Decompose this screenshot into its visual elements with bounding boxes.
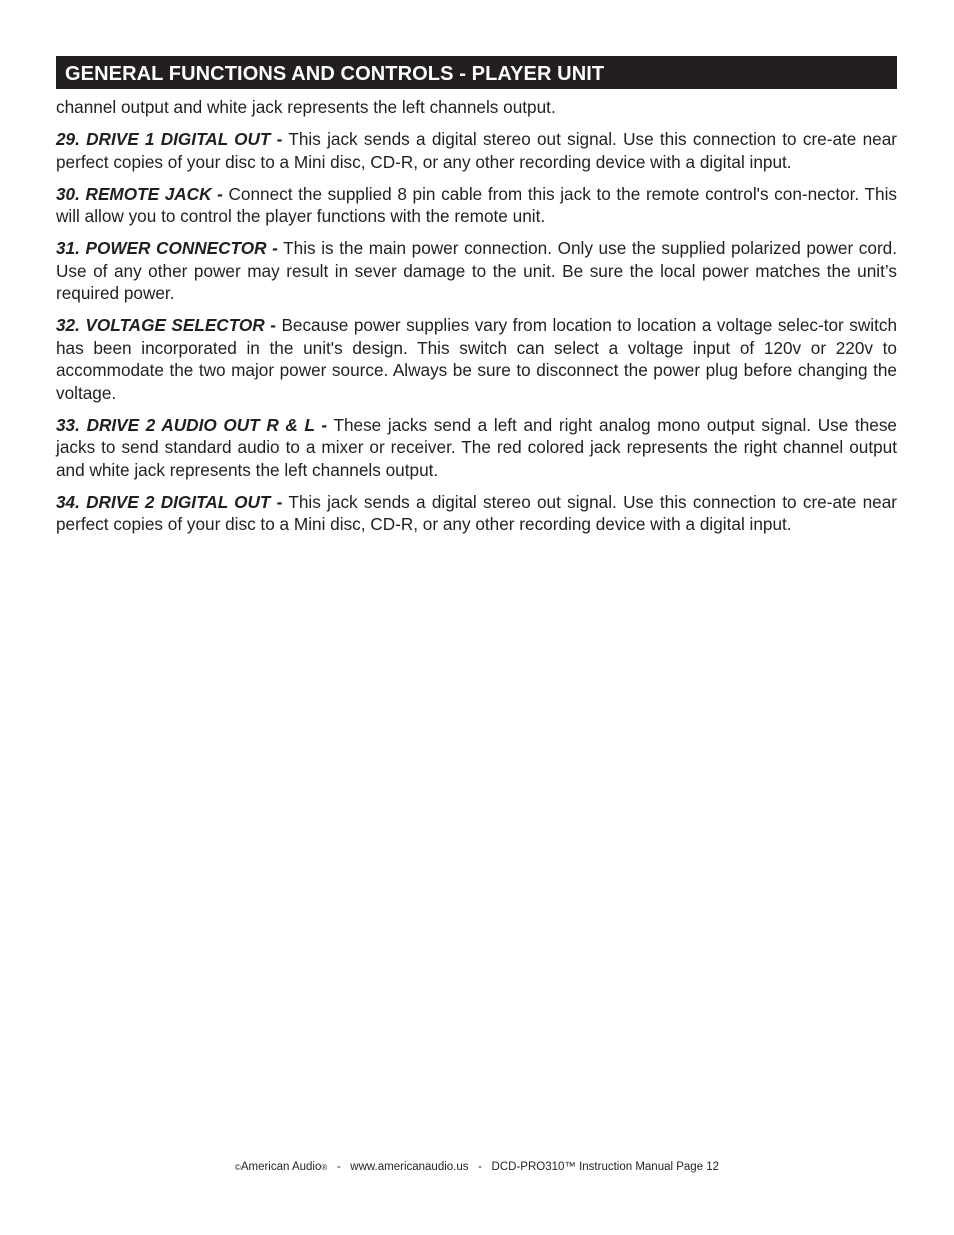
page-footer bbox=[0, 1161, 954, 1173]
item-34-paragraph bbox=[56, 491, 897, 536]
item-32-paragraph bbox=[56, 314, 897, 404]
section-title: GENERAL FUNCTIONS AND CONTROLS - PLAYER UNIT bbox=[65, 63, 605, 85]
item-29-paragraph bbox=[56, 128, 897, 173]
item-30-text: Connect the supplied 8 pin cable from this jack to the remote control's con-nector. This will allow you to control the player functions with the remote unit. bbox=[56, 183, 897, 226]
manual-body bbox=[56, 96, 897, 545]
item-33-paragraph bbox=[56, 414, 897, 482]
registered-symbol: ® bbox=[321, 1163, 328, 1172]
item-31-paragraph bbox=[56, 237, 897, 305]
item-33-label: 33. DRIVE 2 AUDIO OUT R & L - bbox=[56, 414, 328, 435]
item-34-label: 34. DRIVE 2 DIGITAL OUT - bbox=[56, 491, 283, 512]
footer-website: www.americanaudio.us bbox=[350, 1161, 469, 1173]
item-31-label: 31. POWER CONNECTOR - bbox=[56, 238, 278, 258]
item-34-text: This jack sends a digital stereo out signal. Use this connection to cre-ate near perfect copies of your disc to a Mini disc, CD-R, or any other recording device with a digital input. bbox=[56, 491, 898, 534]
item-32-label: 32. VOLTAGE SELECTOR - bbox=[56, 315, 276, 335]
item-30-label: 30. REMOTE JACK - bbox=[56, 183, 223, 204]
item-29-text: This jack sends a digital stereo out signal. Use this connection to cre-ate near perfect copies of your disc to a Mini disc, CD-R, or any other recording device with a digital input. bbox=[56, 129, 898, 172]
section-header-bar bbox=[56, 56, 897, 89]
item-32-text: Because power supplies vary from location to location a voltage selec-tor switch has been incorporated in the unit's design. This switch can select a voltage input of 120v or 220v to accommodate the two major power source. Always be sure to disconnect the power plug before changing the voltage. bbox=[56, 315, 898, 403]
footer-manual-page: DCD-PRO310™ Instruction Manual Page 12 bbox=[491, 1161, 720, 1173]
item-29-label: 29. DRIVE 1 DIGITAL OUT - bbox=[56, 129, 283, 149]
item-31-text: This is the main power connection. Only use the supplied polarized power cord. Use of any other power may result in sever damage to the unit. Be sure the local power matches the unit’s required power. bbox=[56, 238, 898, 303]
footer-separator-2: - bbox=[468, 1161, 492, 1173]
intro-paragraph: channel output and white jack represents the left channels output. bbox=[56, 97, 556, 117]
item-33-text: These jacks send a left and right analog mono output signal. Use these jacks to send standard audio to a mixer or receiver. The red colored jack represents the right channel output and white jack represents the left channels output. bbox=[56, 414, 897, 480]
copyright-symbol: © bbox=[234, 1163, 241, 1172]
footer-separator-1: - bbox=[327, 1161, 351, 1173]
footer-brand: American Audio bbox=[240, 1161, 322, 1173]
item-30-paragraph bbox=[56, 183, 897, 228]
